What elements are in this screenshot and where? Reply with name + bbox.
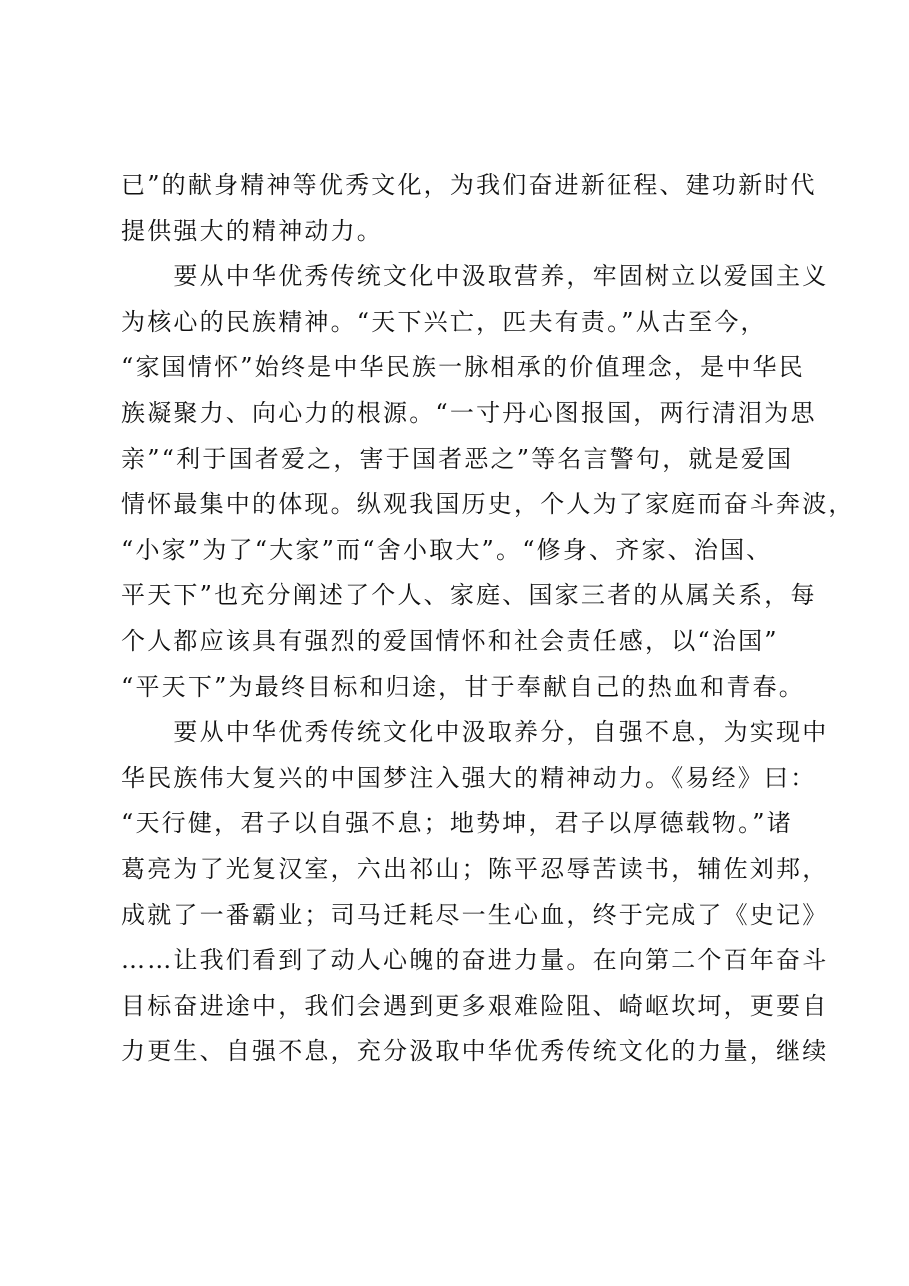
text-line: 葛亮为了光复汉室，六出祁山；陈平忍辱苦读书，辅佐刘邦， bbox=[121, 854, 829, 883]
text-line: 平天下”也充分阐述了个人、家庭、国家三者的从属关系，每 bbox=[121, 581, 817, 610]
text-line: 成就了一番霸业；司马迁耗尽一生心血，终于完成了《史记》 bbox=[121, 900, 829, 929]
body-text bbox=[121, 163, 855, 1075]
text-line: 要从中华优秀传统文化中汲取营养，牢固树立以爱国主义 bbox=[121, 262, 829, 291]
text-line: 亲”“利于国者爱之，害于国者恶之”等名言警句，就是爱国 bbox=[121, 444, 794, 473]
text-line: 华民族伟大复兴的中国梦注入强大的精神动力。《易经》曰： bbox=[121, 763, 817, 792]
text-line: 目标奋进途中，我们会遇到更多艰难险阻、崎岖坎坷，更要自 bbox=[121, 991, 829, 1020]
text-line: 要从中华优秀传统文化中汲取养分，自强不息，为实现中 bbox=[121, 718, 829, 747]
text-line: “天行健，君子以自强不息；地势坤，君子以厚德载物。”诸 bbox=[121, 809, 793, 838]
text-line: “小家”为了“大家”而“舍小取大”。“修身、齐家、治国、 bbox=[121, 535, 773, 564]
text-line: 情怀最集中的体现。纵观我国历史，个人为了家庭而奋斗奔波， bbox=[121, 490, 855, 519]
text-line: 为核心的民族精神。“天下兴亡，匹夫有责。”从古至今， bbox=[121, 307, 767, 336]
text-line: “家国情怀”始终是中华民族一脉相承的价值理念，是中华民 bbox=[121, 353, 805, 382]
text-line: 已”的献身精神等优秀文化，为我们奋进新征程、建功新时代 bbox=[121, 171, 817, 199]
text-line: 提供强大的精神动力。 bbox=[121, 216, 383, 245]
text-line: 力更生、自强不息，充分汲取中华优秀传统文化的力量，继续 bbox=[121, 1037, 829, 1066]
text-line: “平天下”为最终目标和归途，甘于奉献自己的热血和青春。 bbox=[121, 672, 805, 701]
text-line: ……让我们看到了动人心魄的奋进力量。在向第二个百年奋斗 bbox=[121, 946, 829, 975]
text-line: 个人都应该具有强烈的爱国情怀和社会责任感，以“治国” bbox=[121, 626, 779, 655]
text-line: 族凝聚力、向心力的根源。“一寸丹心图报国，两行清泪为思 bbox=[121, 398, 817, 427]
